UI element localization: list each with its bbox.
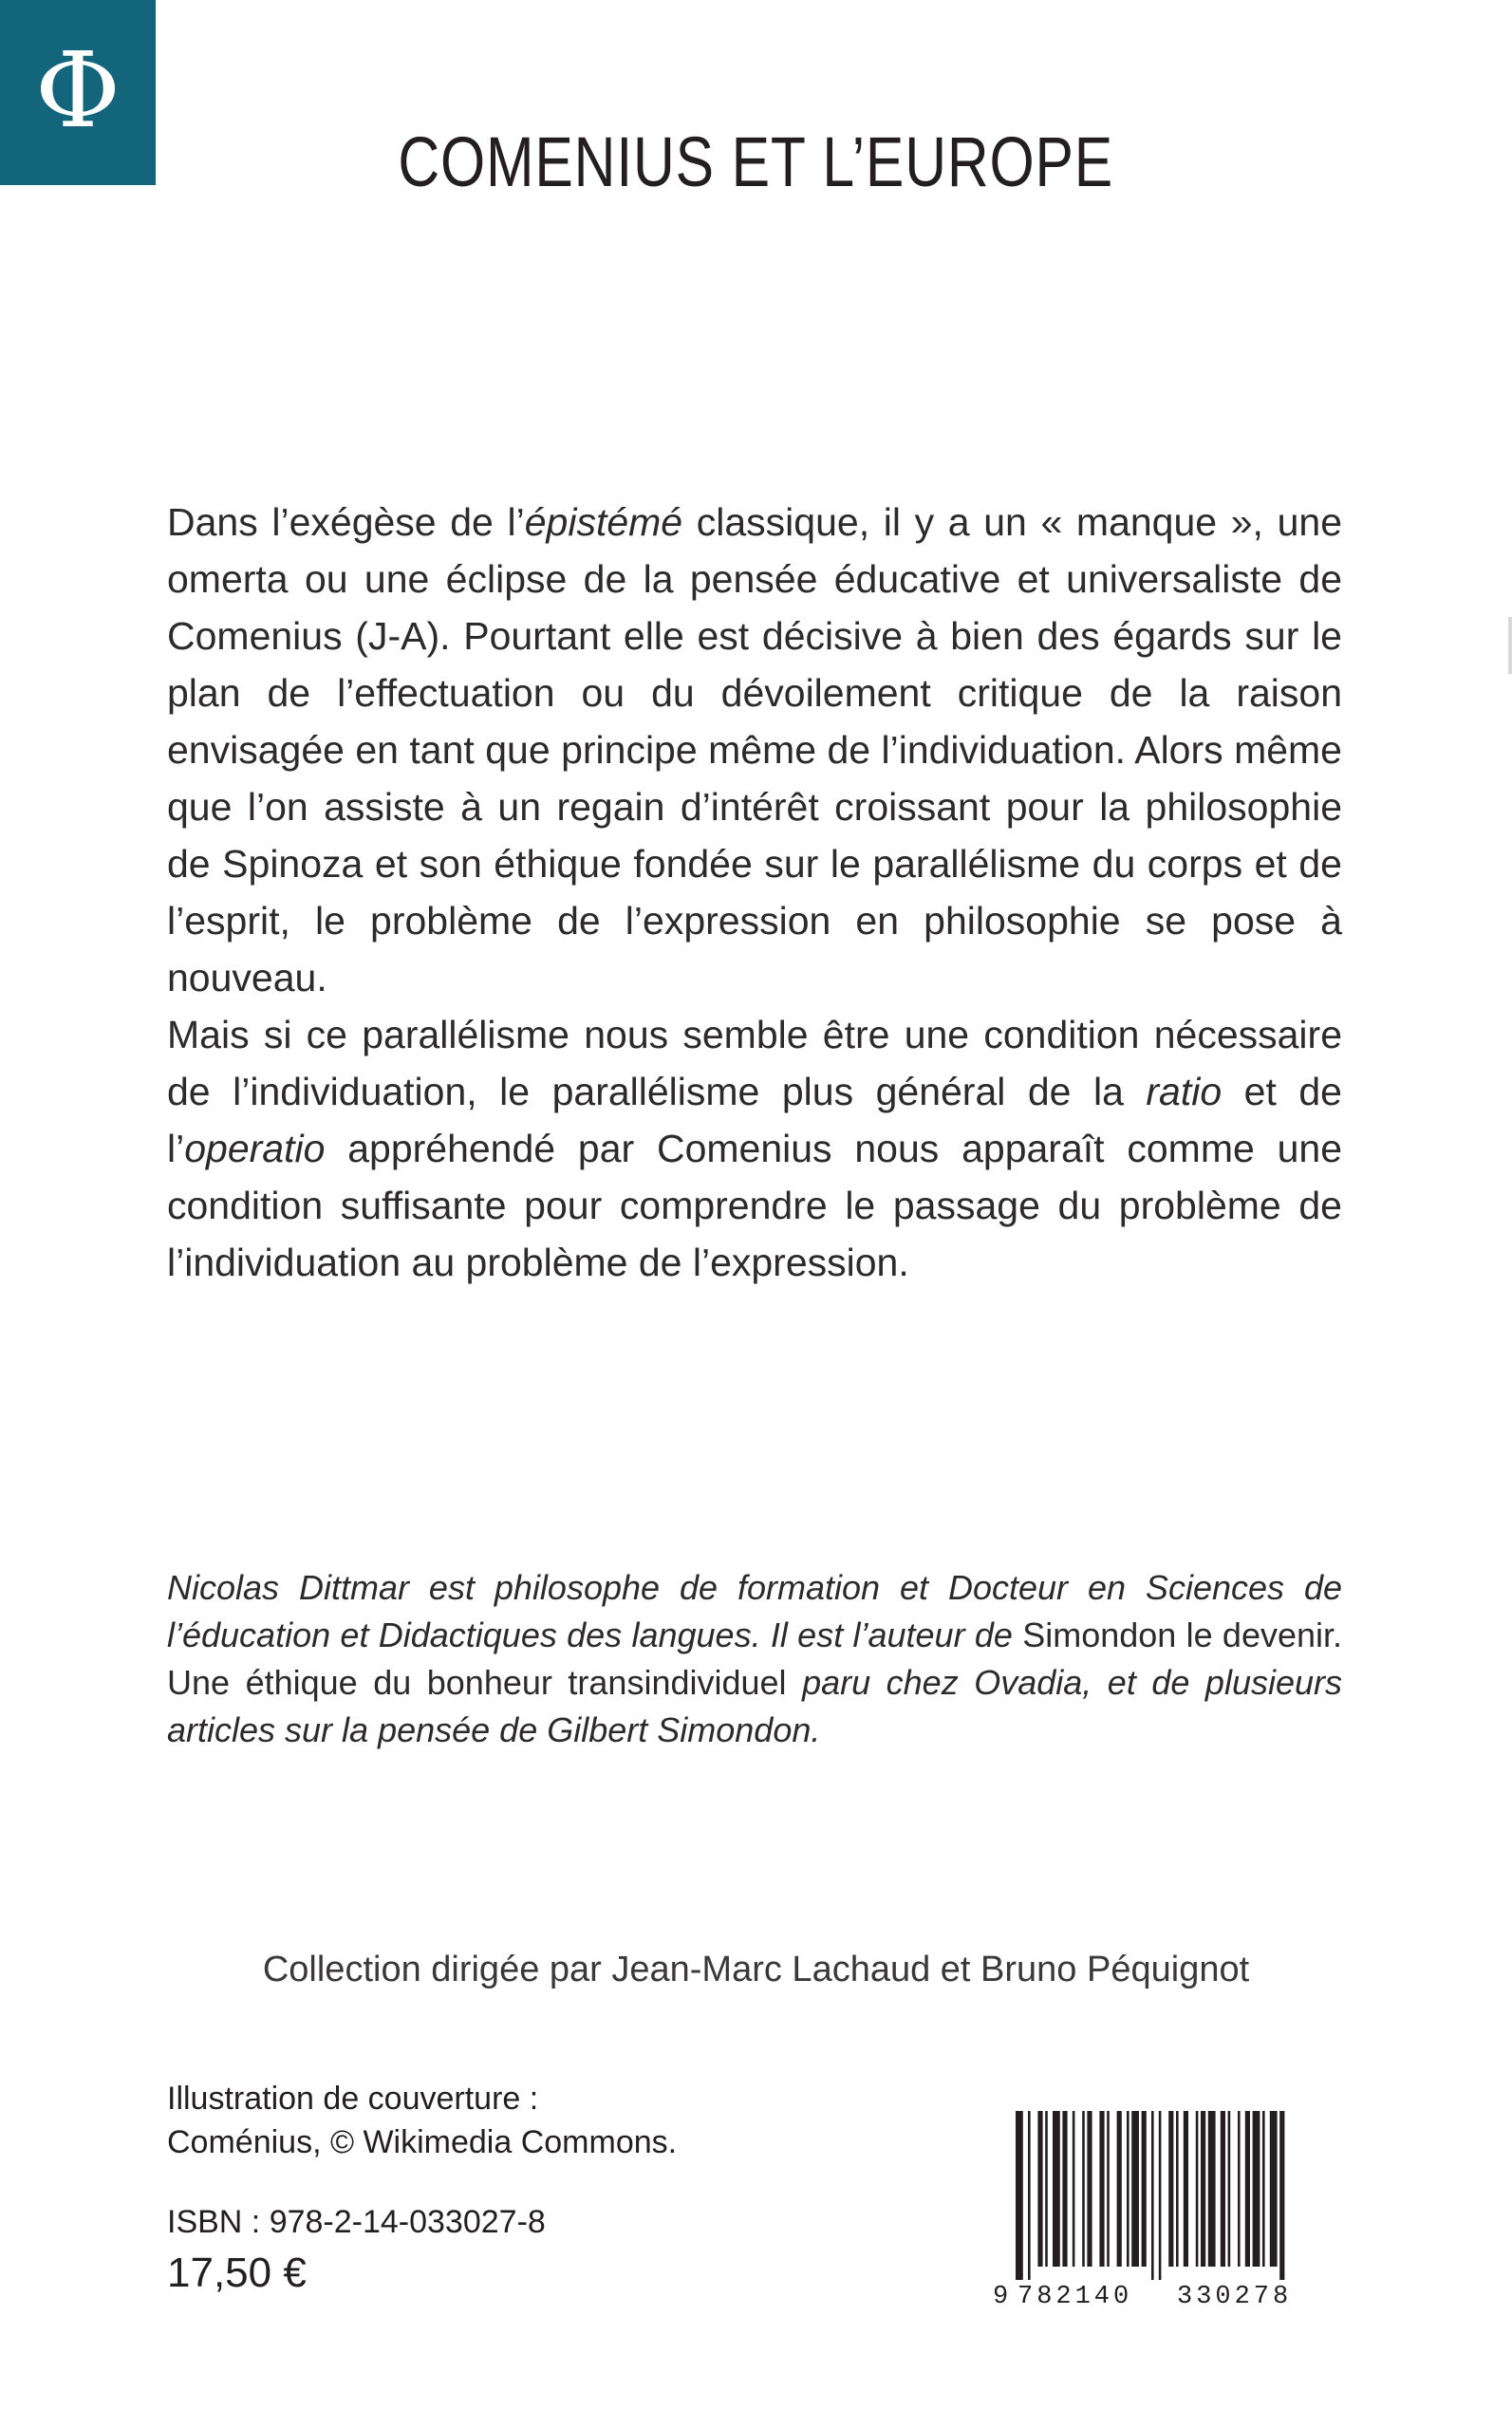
barcode-digits-left: 782140 <box>1017 2283 1133 2308</box>
cover-credit: Illustration de couverture : Coménius, © Wikimedia Commons. <box>167 2081 678 2160</box>
barcode-bar <box>1279 2111 1284 2280</box>
barcode-bar <box>1245 2111 1250 2267</box>
barcode-bar <box>1053 2111 1060 2267</box>
collection-editors: Collection dirigée par Jean-Marc Lachaud et Bruno Péquignot <box>262 1950 1250 1989</box>
previous-book-title: Simondon le devenir. Une éthique du bonheur transindividuel <box>167 1615 1343 1702</box>
barcode-bar <box>1107 2111 1110 2267</box>
barcode-bar <box>1151 2111 1154 2280</box>
barcode-bar <box>1176 2111 1179 2267</box>
barcode-bar <box>1016 2111 1023 2280</box>
price: 17,50 € <box>167 2250 307 2296</box>
barcode-graphic <box>987 2107 1344 2308</box>
barcode-bar <box>1082 2111 1085 2267</box>
barcode-bars <box>1016 2111 1284 2280</box>
barcode-bar <box>1262 2111 1265 2267</box>
blurb-paragraph-1: Dans l’exégèse de l’épistémé classique, il y a un « manque », une omerta ou une éclipse de la pensée éducative et universaliste de Comenius (J-A). Pourtant elle est décisive à bien des égards sur le plan de l’effectuation ou du dévoilement critique de la raison envisagée en tant que principe même de l’individuation. Alors même que l’on assiste à un regain d’intérêt croissant pour la philosophie de Spinoza et son éthique fondée sur le parallélisme du corps et de l’esprit, le problème de l’expression en philosophie se pose à nouveau. <box>167 500 1342 999</box>
barcode <box>987 2107 1344 2308</box>
barcode-bar <box>1168 2111 1173 2267</box>
barcode-bar <box>1028 2111 1031 2280</box>
barcode-bar <box>1228 2111 1231 2267</box>
blurb-paragraph-2: Mais si ce parallélisme nous semble être une condition nécessaire de l’individuation, le parallélisme plus général de la ratio et de l’operatio appréhendé par Comenius nous apparaît comme une condition suffisante pour comprendre le passage du problème de l’individuation au problème de l’expression. <box>167 1013 1342 1284</box>
author-name: Nicolas Dittmar <box>167 1568 409 1607</box>
author-bio: Nicolas Dittmar est philosophe de formation et Docteur en Sciences de l’éducation et Didactiques des langues. Il est l’auteur de Simondon le devenir. Une éthique du bonheur transindividuel paru chez Ovadia, et de plusieurs articles sur la pensée de Gilbert Simondon. <box>167 1568 1343 1749</box>
barcode-bar <box>1184 2111 1188 2267</box>
barcode-bar <box>1062 2111 1067 2267</box>
book-title: COMENIUS ET L’EUROPE <box>398 122 1114 201</box>
barcode-bar <box>1142 2111 1147 2267</box>
isbn: ISBN : 978-2-14-033027-8 <box>167 2204 546 2240</box>
barcode-bar <box>1253 2111 1260 2267</box>
barcode-bar <box>1087 2111 1092 2267</box>
barcode-digits-right: 330278 <box>1177 2283 1293 2308</box>
barcode-lead-digit: 9 <box>993 2283 1009 2308</box>
barcode-bar <box>1073 2111 1075 2267</box>
barcode-bar <box>1127 2111 1129 2267</box>
barcode-bar <box>1117 2111 1122 2267</box>
barcode-bar <box>1238 2111 1241 2267</box>
barcode-bar <box>1037 2111 1042 2267</box>
barcode-bar <box>1221 2111 1225 2267</box>
barcode-bar <box>1159 2111 1162 2280</box>
barcode-bar <box>1270 2111 1278 2267</box>
edge-mark <box>1508 617 1512 674</box>
barcode-bar <box>1201 2111 1205 2267</box>
barcode-bar <box>1208 2111 1216 2267</box>
barcode-bar <box>1045 2111 1048 2267</box>
barcode-bar <box>1196 2111 1199 2267</box>
phi-logo-icon: Φ <box>34 28 121 151</box>
barcode-bar <box>1131 2111 1139 2267</box>
barcode-bar <box>1099 2111 1104 2267</box>
publisher-logo <box>0 0 156 185</box>
